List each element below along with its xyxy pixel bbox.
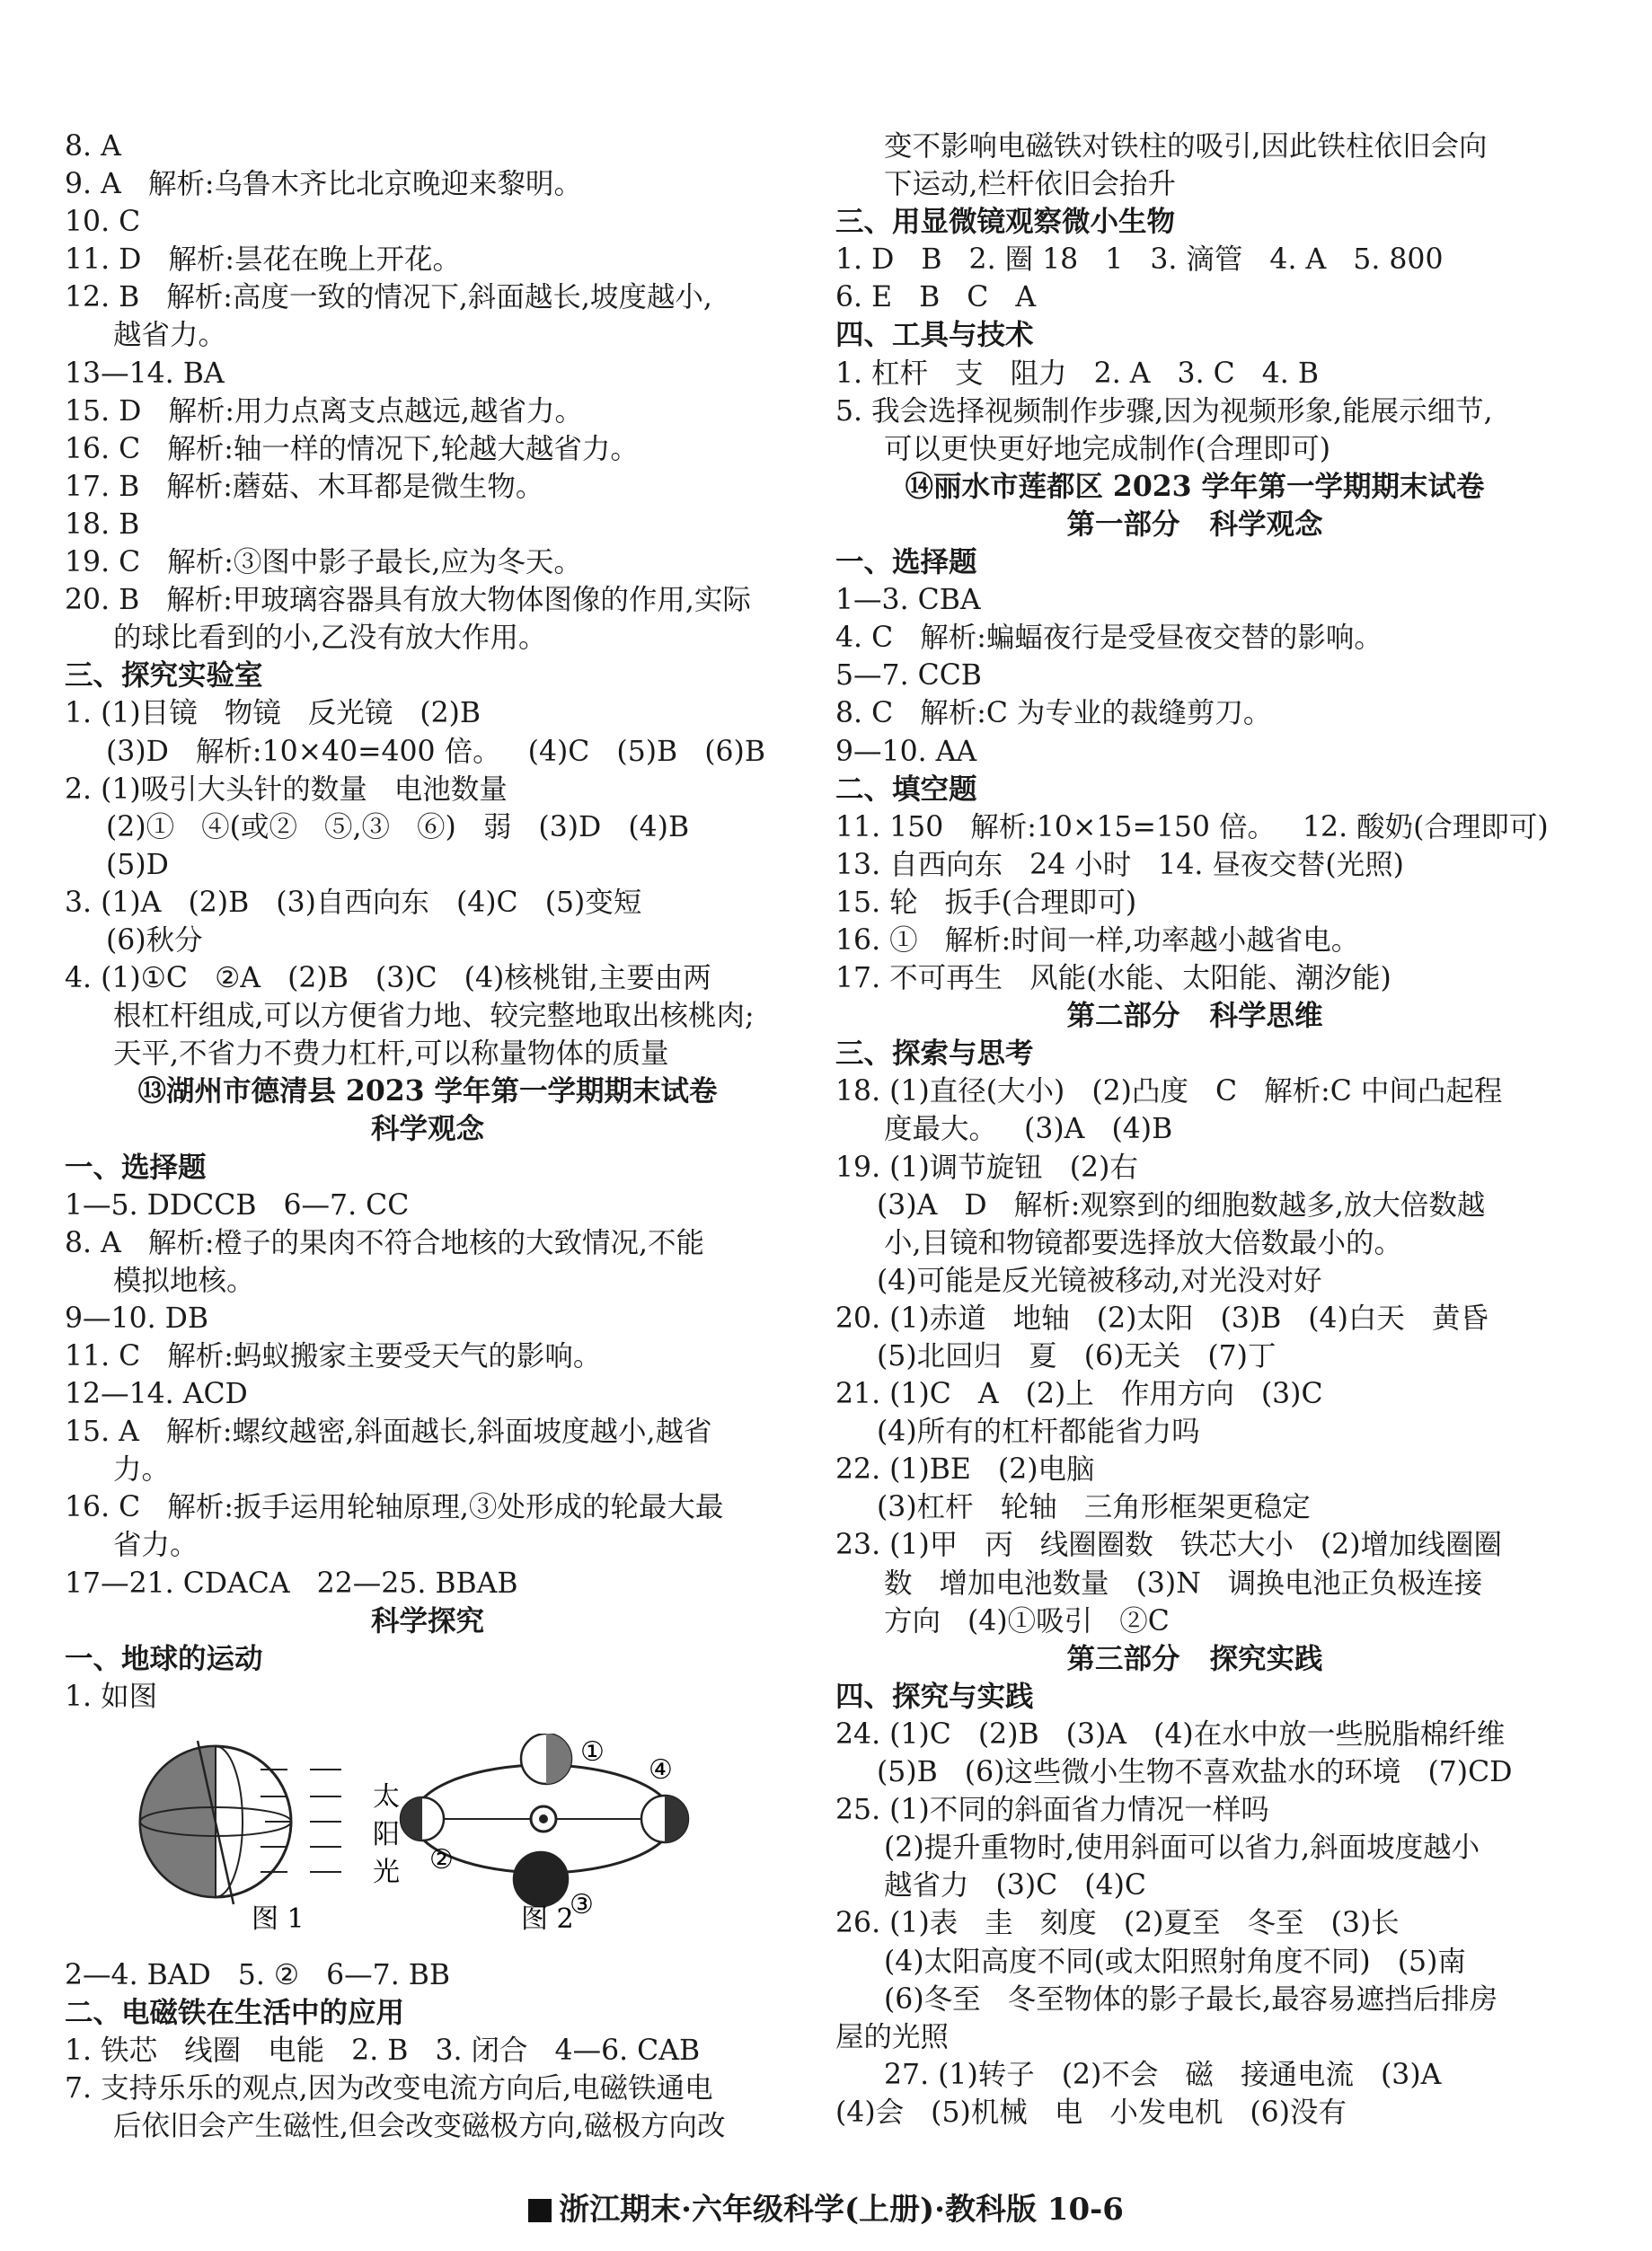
page-footer bbox=[0, 2185, 1652, 2229]
figure-1-globe bbox=[140, 1741, 400, 1904]
answer-line: 8. C 解析:C 为专业的裁缝剪刀。 bbox=[835, 697, 1272, 730]
answer-line: 2. (1)吸引大头针的数量 电池数量 bbox=[65, 772, 508, 806]
section-heading: 第一部分 科学观念 bbox=[1066, 507, 1323, 541]
answer-line: (2)① ④(或② ⑤,③ ⑥) 弱 (3)D (4)B bbox=[106, 810, 690, 843]
earth-motion-figures bbox=[126, 1734, 773, 1931]
answer-line: 变不影响电磁铁对铁柱的吸引,因此铁柱依旧会向 bbox=[884, 130, 1488, 163]
answer-line: 5—7. CCB bbox=[835, 659, 982, 693]
fig2-caption: 图 2 bbox=[521, 1903, 574, 1931]
answer-line: 4. C 解析:蝙蝠夜行是受昼夜交替的影响。 bbox=[835, 622, 1383, 655]
answer-line: 5. 我会选择视频制作步骤,因为视频形象,能展示细节, bbox=[835, 394, 1493, 428]
answer-line: 15. D 解析:用力点离支点越远,越省力。 bbox=[65, 394, 584, 428]
answer-line: 16. C 解析:轴一样的情况下,轮越大越省力。 bbox=[65, 432, 639, 465]
answer-line: 12. B 解析:高度一致的情况下,斜面越长,坡度越小, bbox=[65, 281, 712, 314]
answer-line: 13. 自西向东 24 小时 14. 昼夜交替(光照) bbox=[835, 848, 1404, 881]
answer-line: 数 增加电池数量 (3)N 调换电池正负极连接 bbox=[884, 1567, 1483, 1600]
answer-line: (5)B (6)这些微小生物不喜欢盐水的环境 (7)CD bbox=[877, 1756, 1513, 1789]
answer-line: 越省力。 bbox=[113, 319, 227, 352]
answer-line: (4)所有的杠杆都能省力吗 bbox=[877, 1416, 1200, 1449]
answer-line: 1. 铁芯 线圈 电能 2. B 3. 闭合 4—6. CAB bbox=[65, 2035, 701, 2068]
answer-line: (3)杠杆 轮轴 三角形框架更稳定 bbox=[877, 1491, 1311, 1524]
answer-line: 27. (1)转子 (2)不会 磁 接通电流 (3)A bbox=[884, 2058, 1442, 2091]
subsection-heading: 四、探究与实践 bbox=[835, 1679, 1034, 1713]
answer-line: (6)秋分 bbox=[106, 923, 203, 957]
answer-line: 方向 (4)①吸引 ②C bbox=[884, 1604, 1170, 1637]
answer-line: 1. 如图 bbox=[65, 1680, 158, 1713]
sun-label-2: 阳 bbox=[373, 1819, 400, 1850]
sun-label-1: 太 bbox=[373, 1781, 400, 1813]
answer-line: (5)北回归 夏 (6)无关 (7)丁 bbox=[877, 1340, 1277, 1373]
answer-line: (6)冬至 冬至物体的影子最长,最容易遮挡后排房 bbox=[884, 1982, 1498, 2016]
answer-line: 模拟地核。 bbox=[113, 1264, 255, 1297]
left-column-after-figure bbox=[65, 1956, 791, 2145]
right-column bbox=[835, 128, 1554, 2132]
subsection-heading: 三、探究实验室 bbox=[65, 658, 263, 693]
answer-line: 11. D 解析:昙花在晚上开花。 bbox=[65, 243, 462, 277]
section-heading: 第二部分 科学思维 bbox=[1066, 999, 1323, 1033]
answer-line: 13—14. BA bbox=[65, 357, 225, 390]
answer-line: 17. 不可再生 风能(水能、太阳能、潮汐能) bbox=[835, 962, 1391, 995]
marker-2: ② bbox=[429, 1844, 454, 1876]
answer-line: 4. (1)①C ②A (2)B (3)C (4)核桃钳,主要由两 bbox=[65, 962, 711, 995]
answer-line: 8. A 解析:橙子的果肉不符合地核的大致情况,不能 bbox=[65, 1226, 704, 1259]
answer-line: 9—10. AA bbox=[835, 735, 977, 768]
answer-line: 25. (1)不同的斜面省力情况一样吗 bbox=[835, 1794, 1269, 1827]
answer-line: 26. (1)表 圭 刻度 (2)夏至 冬至 (3)长 bbox=[835, 1907, 1400, 1940]
subsection-heading: 一、选择题 bbox=[835, 545, 977, 579]
answer-line: 18. (1)直径(大小) (2)凸度 C 解析:C 中间凸起程 bbox=[835, 1075, 1503, 1108]
answer-line: (3)D 解析:10×40=400 倍。 (4)C (5)B (6)B bbox=[106, 735, 765, 768]
answer-line: 可以更快更好地完成制作(合理即可) bbox=[884, 432, 1331, 465]
answer-line: 力。 bbox=[113, 1453, 171, 1487]
section-heading: 科学探究 bbox=[370, 1603, 484, 1637]
answer-line: 2—4. BAD 5. ② 6—7. BB bbox=[65, 1959, 451, 1991]
answer-line: 17. B 解析:蘑菇、木耳都是微生物。 bbox=[65, 470, 544, 503]
subsection-heading: 三、用显微镜观察微小生物 bbox=[835, 205, 1176, 239]
subsection-heading: 一、选择题 bbox=[65, 1150, 207, 1184]
answer-line: 9—10. DB bbox=[65, 1302, 209, 1335]
answer-line: 10. C bbox=[65, 206, 141, 239]
section-heading: ⑭丽水市莲都区 2023 学年第一学期期末试卷 bbox=[905, 469, 1485, 503]
answer-line: 16. C 解析:扳手运用轮轴原理,③处形成的轮最大最 bbox=[65, 1491, 724, 1524]
answer-line: 1—3. CBA bbox=[835, 584, 981, 617]
answer-line: 1. D B 2. 圈 18 1 3. 滴管 4. A 5. 800 bbox=[835, 243, 1444, 277]
section-heading: 科学观念 bbox=[370, 1112, 484, 1146]
answer-line: 度最大。 (3)A (4)B bbox=[884, 1113, 1173, 1146]
answer-line: 19. (1)调节旋钮 (2)右 bbox=[835, 1151, 1138, 1184]
answer-line: 1—5. DDCCB 6—7. CC bbox=[65, 1188, 410, 1222]
answer-line: (5)D bbox=[106, 848, 169, 881]
marker-1: ① bbox=[580, 1736, 605, 1768]
answer-line: 1. (1)目镜 物镜 反光镜 (2)B bbox=[65, 697, 481, 730]
subsection-heading: 三、探索与思考 bbox=[835, 1037, 1034, 1071]
answer-line: 16. ① 解析:时间一样,功率越小越省电。 bbox=[835, 923, 1360, 957]
answer-line: 根杠杆组成,可以方便省力地、较完整地取出核桃肉; bbox=[113, 1000, 755, 1033]
subsection-heading: 二、填空题 bbox=[835, 772, 977, 806]
answer-line: 23. (1)甲 丙 线圈圈数 铁芯大小 (2)增加线圈圈 bbox=[835, 1529, 1503, 1562]
answer-line: 的球比看到的小,乙没有放大作用。 bbox=[113, 622, 547, 655]
sun-label-3: 光 bbox=[373, 1857, 400, 1888]
answer-line: 8. A bbox=[65, 130, 121, 163]
answer-line: 11. C 解析:蚂蚁搬家主要受天气的影响。 bbox=[65, 1340, 602, 1373]
answer-line: 小,目镜和物镜都要选择放大倍数最小的。 bbox=[884, 1226, 1403, 1259]
answer-line: 20. B 解析:甲玻璃容器具有放大物体图像的作用,实际 bbox=[65, 584, 751, 617]
answer-line: 24. (1)C (2)B (3)A (4)在水中放一些脱脂棉纤维 bbox=[835, 1717, 1506, 1751]
earth-figure-svg bbox=[126, 1734, 773, 1931]
answer-line: 22. (1)BE (2)电脑 bbox=[835, 1453, 1095, 1487]
answer-line: 21. (1)C A (2)上 作用方向 (3)C bbox=[835, 1378, 1323, 1411]
answer-line: 天平,不省力不费力杠杆,可以称量物体的质量 bbox=[113, 1037, 669, 1071]
answer-line: 19. C 解析:③图中影子最长,应为冬天。 bbox=[65, 546, 582, 579]
answer-line: 20. (1)赤道 地轴 (2)太阳 (3)B (4)白天 黄昏 bbox=[835, 1302, 1489, 1335]
answer-line: 屋的光照 bbox=[835, 2020, 950, 2053]
answer-line: (2)提升重物时,使用斜面可以省力,斜面坡度越小 bbox=[884, 1832, 1480, 1865]
figure-2-orbit bbox=[401, 1734, 688, 1920]
subsection-heading: 一、地球的运动 bbox=[65, 1641, 263, 1675]
answer-line: (4)会 (5)机械 电 小发电机 (6)没有 bbox=[835, 2096, 1347, 2129]
answer-line: 后依旧会产生磁性,但会改变磁极方向,磁极方向改 bbox=[113, 2110, 726, 2143]
answer-line: 3. (1)A (2)B (3)自西向东 (4)C (5)变短 bbox=[65, 886, 642, 919]
subsection-heading: 二、电磁铁在生活中的应用 bbox=[65, 1996, 405, 2030]
answer-line: 9. A 解析:乌鲁木齐比北京晚迎来黎明。 bbox=[65, 168, 582, 201]
answer-line: 12—14. ACD bbox=[65, 1378, 248, 1411]
answer-line: 6. E B C A bbox=[835, 281, 1037, 314]
answer-line: 18. B bbox=[65, 508, 140, 541]
answer-line: 省力。 bbox=[113, 1529, 199, 1562]
marker-3: ③ bbox=[570, 1889, 594, 1920]
answer-line: (4)太阳高度不同(或太阳照射角度不同) (5)南 bbox=[884, 1945, 1466, 1978]
section-heading: 第三部分 探究实践 bbox=[1066, 1641, 1323, 1675]
section-heading: ⑬湖州市德清县 2023 学年第一学期期末试卷 bbox=[137, 1074, 718, 1108]
footer-square-icon bbox=[528, 2199, 552, 2222]
answer-line: (4)可能是反光镜被移动,对光没对好 bbox=[877, 1264, 1322, 1297]
answer-line: 1. 杠杆 支 阻力 2. A 3. C 4. B bbox=[835, 357, 1319, 390]
subsection-heading: 四、工具与技术 bbox=[835, 318, 1034, 352]
answer-line: 11. 150 解析:10×15=150 倍。 12. 酸奶(合理即可) bbox=[835, 810, 1549, 843]
fig1-caption: 图 1 bbox=[252, 1903, 305, 1931]
left-column bbox=[65, 128, 791, 1716]
answer-line: 7. 支持乐乐的观点,因为改变电流方向后,电磁铁通电 bbox=[65, 2072, 713, 2105]
answer-line: 15. A 解析:螺纹越密,斜面越长,斜面坡度越小,越省 bbox=[65, 1416, 712, 1449]
answer-line: 越省力 (3)C (4)C bbox=[884, 1869, 1147, 1902]
footer-text: 浙江期末·六年级科学(上册)·教科版 10-6 bbox=[559, 2192, 1124, 2228]
answer-line: (3)A D 解析:观察到的细胞数越多,放大倍数越 bbox=[877, 1188, 1486, 1222]
answer-line: 下运动,栏杆依旧会抬升 bbox=[884, 168, 1177, 201]
marker-4: ④ bbox=[649, 1754, 673, 1786]
answer-line: 17—21. CDACA 22—25. BBAB bbox=[65, 1567, 518, 1600]
answer-line: 15. 轮 扳手(合理即可) bbox=[835, 886, 1137, 919]
